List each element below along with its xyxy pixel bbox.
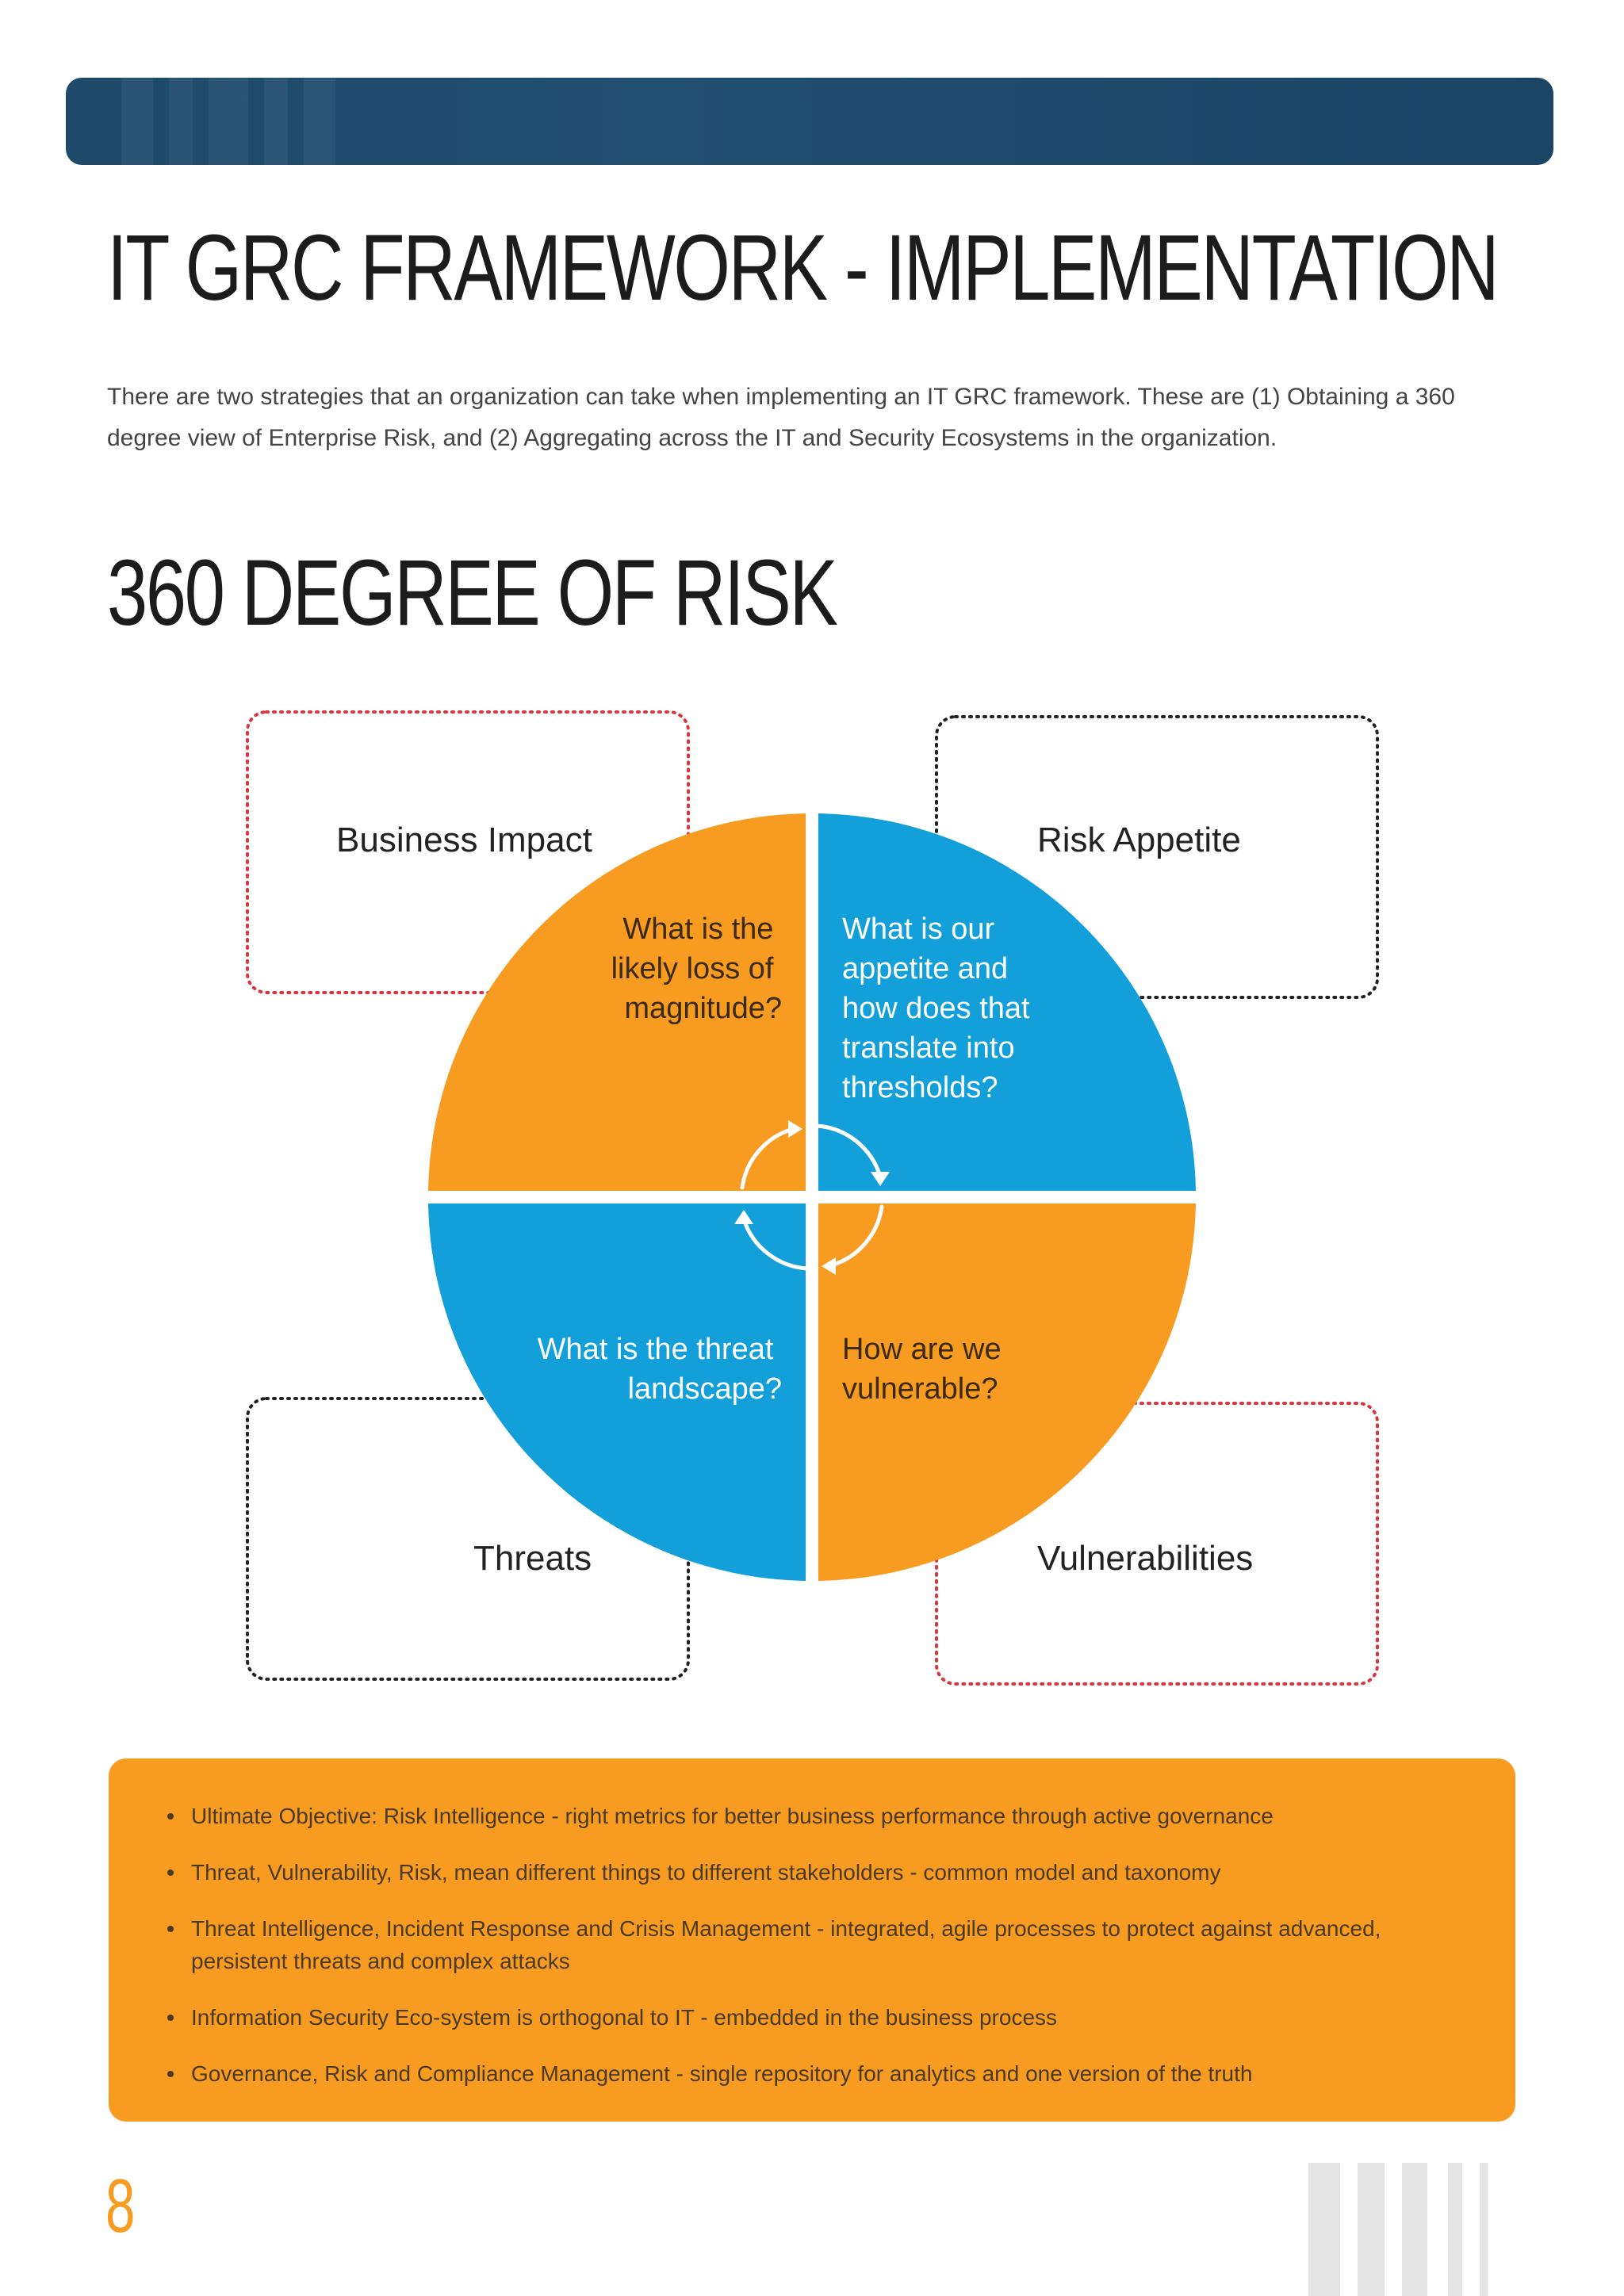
barcode-bar [1480, 2163, 1488, 2296]
risk-appetite-label: Risk Appetite [1037, 821, 1241, 859]
page-number: 8 [105, 2164, 136, 2248]
objectives-panel [109, 1758, 1515, 2122]
question-threats: What is the threat landscape? [537, 1333, 782, 1406]
list-item: Threat Intelligence, Incident Response and Crisis Management - integrated, agile processes to protect against advanced, persistent threats and complex attacks [191, 1912, 1444, 1977]
section-title: 360 DEGREE OF RISK [107, 541, 837, 645]
page-title: IT GRC FRAMEWORK - IMPLEMENTATION [107, 216, 1498, 320]
intro-paragraph: There are two strategies that an organization can take when implementing an IT GRC framework. These are (1) Obtaining a 360 degree view of Enterprise Risk, and (2) Aggregating across the IT and Security Ecosystems in the organization. [107, 384, 1455, 451]
question-vulnerabilities: How are we vulnerable? [842, 1333, 1002, 1406]
threats-label: Threats [473, 1539, 592, 1578]
list-item: Information Security Eco-system is orthogonal to IT - embedded in the business process [191, 2001, 1444, 2034]
list-item: Threat, Vulnerability, Risk, mean different things to different stakeholders - common model and taxonomy [191, 1856, 1444, 1888]
barcode-bar [1402, 2163, 1427, 2296]
barcode-bar [1358, 2163, 1385, 2296]
question-business-impact: What is the likely loss of magnitude? [611, 913, 782, 1025]
question-risk-appetite: What is our appetite and how does that translate into thresholds? [842, 913, 1030, 1104]
list-item: Ultimate Objective: Risk Intelligence - right metrics for better business performance through active governance [191, 1800, 1444, 1832]
barcode-bar [1448, 2163, 1462, 2296]
barcode-bar [1308, 2163, 1340, 2296]
business-impact-label: Business Impact [336, 821, 592, 859]
objectives-list [191, 1800, 1444, 2090]
vulnerabilities-label: Vulnerabilities [1037, 1539, 1254, 1578]
list-item: Governance, Risk and Compliance Management - single repository for analytics and one version of the truth [191, 2057, 1444, 2090]
